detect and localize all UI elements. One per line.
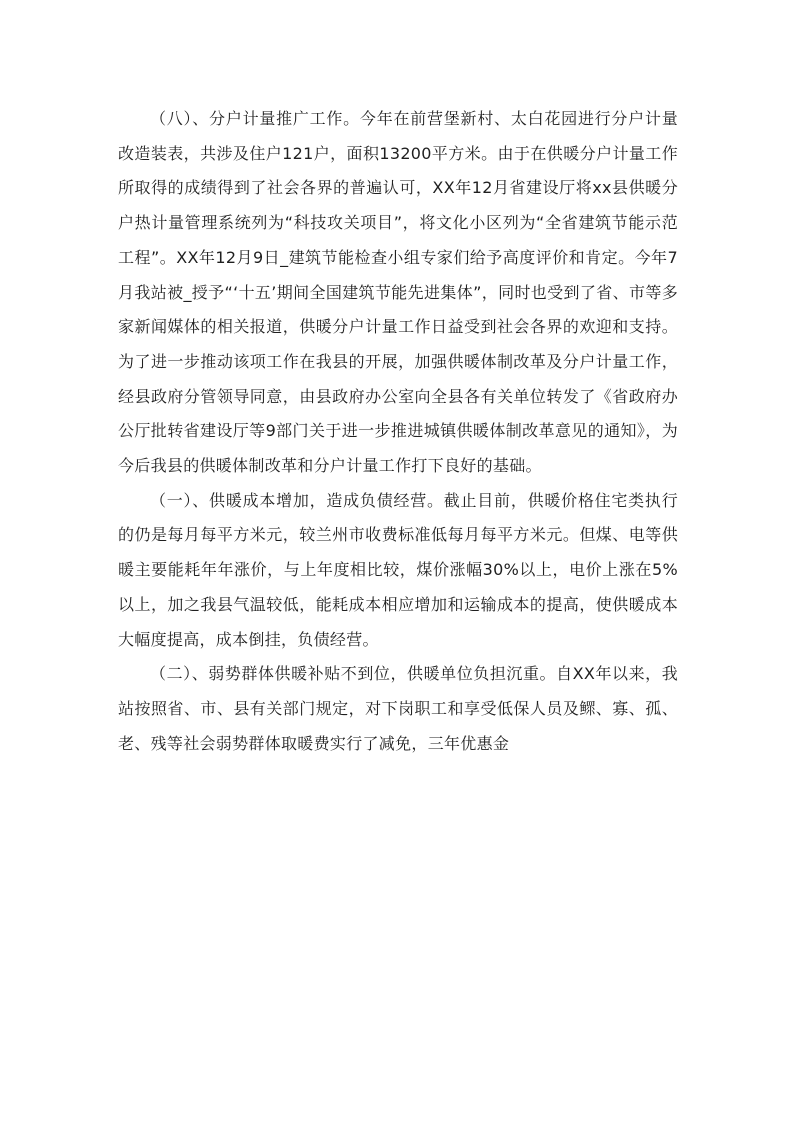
paragraph-household-metering: （八）、分户计量推广工作。今年在前营堡新村、太白花园进行分户计量改造装表，共涉及住户121户，面积13200平方米。由于在供暖分户计量工作所取得的成绩得到了社会各界的普遍认可，XX年12月省建设厅将xx县供暖分户热计量管理系统列为“科技攻关项目”，将文化小区列为“全省建筑节能示范工程”。XX年12月9日_建筑节能检查小组专家们给予高度评价和肯定。今年7月我站被_授予“‘十五’期间全国建筑节能先进集体”，同时也受到了省、市等多家新闻媒体的相关报道，供暖分户计量工作日益受到社会各界的欢迎和支持。为了进一步推动该项工作在我县的开展，加强供暖体制改革及分户计量工作，经县政府分管领导同意，由县政府办公室向全县各有关单位转发了《省政府办公厅批转省建设厅等9部门关于进一步推进城镇供暖体制改革意见的通知》，为今后我县的供暖体制改革和分户计量工作打下良好的基础。 [118,109,678,476]
document-body [118,102,678,761]
paragraph-heating-cost: （一）、供暖成本增加，造成负债经营。截止目前，供暖价格住宅类执行的仍是每月每平方米元，较兰州市收费标准低每月每平方米元。但煤、电等供暖主要能耗年年涨价，与上年度相比较，煤价涨幅30%以上，电价上涨在5%以上，加之我县气温较低，能耗成本相应增加和运输成本的提高，使供暖成本大幅度提高，成本倒挂，负债经营。 [118,490,678,649]
paragraph-subsidy: （二）、弱势群体供暖补贴不到位，供暖单位负担沉重。自XX年以来，我站按照省、市、县有关部门规定，对下岗职工和享受低保人员及鳏、寡、孤、老、残等社会弱势群体取暖费实行了减免，三年优惠金 [118,664,678,753]
